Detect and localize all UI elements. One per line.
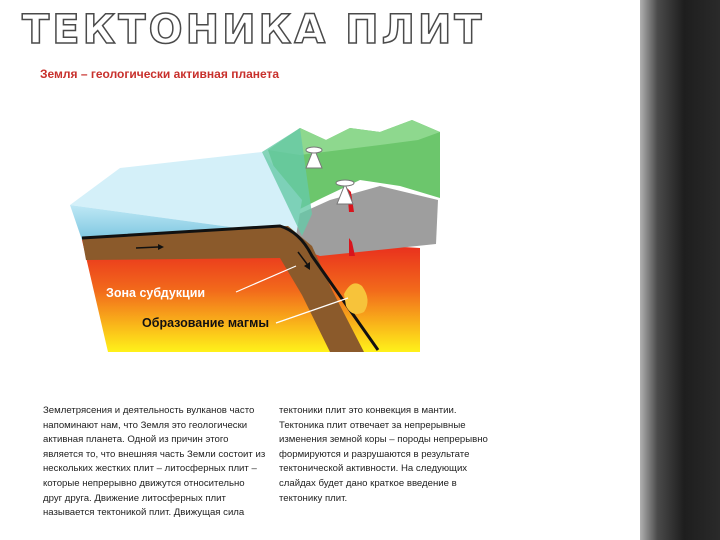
side-decoration-strip [640,0,720,540]
slide-title: ТЕКТОНИКА ПЛИТ [22,7,485,53]
body-line: друг друга. Движение литосферных плит [43,492,226,504]
body-text-column-2 [279,404,519,506]
body-line: слайдах будет дано краткое введение в [279,477,457,489]
label-subduction-zone: Зона субдукции [106,286,206,300]
volcano-2 [336,180,354,204]
body-line: напоминают нам, что Земля это геологически [43,419,248,431]
body-line: тектоники плит это конвекция в мантии. [279,405,457,416]
body-text-column-1 [43,404,273,521]
body-line: нескольких жестких плит – литосферных плит – [43,463,257,475]
body-line: изменения земной коры – породы непрерывно [279,434,488,446]
label-magma-formation: Образование магмы [142,316,270,330]
body-line: является то, что внешняя часть Земли состоит из [43,448,266,460]
body-line: тектонику плит. [279,492,348,504]
body-line: Тектоника плит отвечает за непрерывные [279,419,466,431]
slide-subtitle: Земля – геологически активная планета [40,67,280,81]
body-line: которые непрерывно движутся относительно [43,477,245,489]
body-line: называется тектоникой плит. Движущая сила [43,507,245,519]
body-line: активная планета. Одной из причин этого [43,434,229,446]
body-line: тектонической активности. На следующих [279,463,468,475]
body-line: формируются и разрушаются в результате [279,448,470,460]
body-line: Землетрясения и деятельность вулканов часто [43,405,255,416]
